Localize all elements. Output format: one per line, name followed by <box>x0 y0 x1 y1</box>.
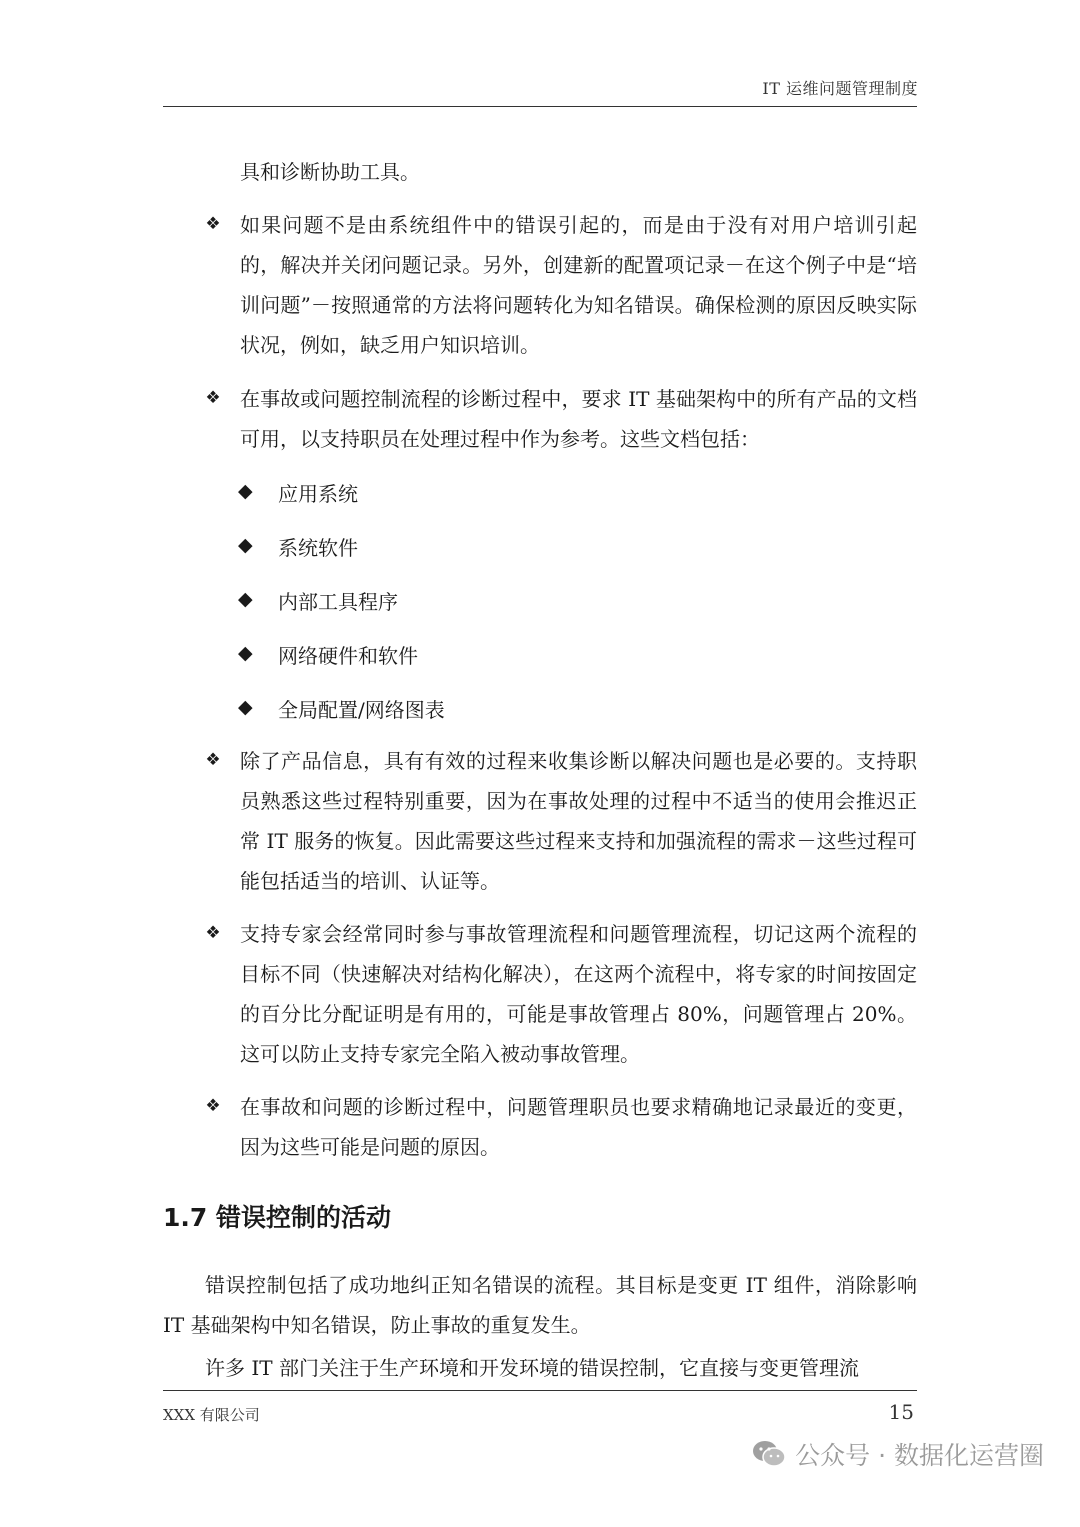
sub-list-item: 应用系统 <box>278 482 358 506</box>
bullet-paragraph: 如果问题不是由系统组件中的错误引起的，而是由于没有对用户培训引起的，解决并关闭问题记录。另外，创建新的配置项记录－在这个例子中是“培训问题”－按照通常的方法将问题转化为知名错误。确保检测的原因反映实际状况，例如，缺乏用户知识培训。 <box>240 213 917 357</box>
page-number: 15 <box>888 1400 914 1424</box>
sub-list-item: 网络硬件和软件 <box>278 644 418 668</box>
bullet-paragraph: 除了产品信息，具有有效的过程来收集诊断以解决问题也是必要的。支持职员熟悉这些过程特别重要，因为在事故处理的过程中不适当的使用会推迟正常 IT 服务的恢复。因此需要这些过程来支持和加强流程的需求－这些过程可能包括适当的培训、认证等。 <box>240 749 917 893</box>
continuation-text: 具和诊断协助工具。 <box>240 160 420 184</box>
body-paragraph: 错误控制包括了成功地纠正知名错误的流程。其目标是变更 IT 组件，消除影响 IT 基础架构中知名错误，防止事故的重复发生。 <box>163 1273 917 1337</box>
bullet-paragraph: 支持专家会经常同时参与事故管理流程和问题管理流程，切记这两个流程的目标不同（快速解决对结构化解决），在这两个流程中，将专家的时间按固定的百分比分配证明是有用的，可能是事故管理占 80%，问题管理占 20%。这可以防止支持专家完全陷入被动事故管理。 <box>240 922 917 1066</box>
sub-list-item: 全局配置/网络图表 <box>278 698 445 722</box>
running-header-title: IT 运维问题管理制度 <box>762 79 918 98</box>
footer-company: XXX 有限公司 <box>163 1406 260 1424</box>
diamond-bullet-icon: ◆ <box>238 588 253 610</box>
watermark-text: 公众号 · 数据化运营圈 <box>795 1441 1044 1470</box>
bullet-marker-icon: ❖ <box>205 214 221 234</box>
bullet-marker-icon: ❖ <box>205 388 221 408</box>
diamond-bullet-icon: ◆ <box>238 642 253 664</box>
footer-rule <box>163 1390 917 1391</box>
header-rule <box>163 106 917 107</box>
sub-list-item: 系统软件 <box>278 536 358 560</box>
sub-list-item: 内部工具程序 <box>278 590 398 614</box>
bullet-marker-icon: ❖ <box>205 923 221 943</box>
bullet-paragraph: 在事故和问题的诊断过程中，问题管理职员也要求精确地记录最近的变更，因为这些可能是问题的原因。 <box>240 1095 917 1159</box>
wechat-icon <box>751 1439 787 1469</box>
bullet-paragraph: 在事故或问题控制流程的诊断过程中，要求 IT 基础架构中的所有产品的文档可用，以支持职员在处理过程中作为参考。这些文档包括： <box>240 387 917 451</box>
diamond-bullet-icon: ◆ <box>238 696 253 718</box>
section-heading: 1.7 错误控制的活动 <box>163 1203 391 1232</box>
diamond-bullet-icon: ◆ <box>238 480 253 502</box>
diamond-bullet-icon: ◆ <box>238 534 253 556</box>
bullet-marker-icon: ❖ <box>205 1096 221 1116</box>
watermark <box>751 1436 1044 1472</box>
bullet-marker-icon: ❖ <box>205 750 221 770</box>
body-paragraph: 许多 IT 部门关注于生产环境和开发环境的错误控制，它直接与变更管理流 <box>205 1356 859 1380</box>
